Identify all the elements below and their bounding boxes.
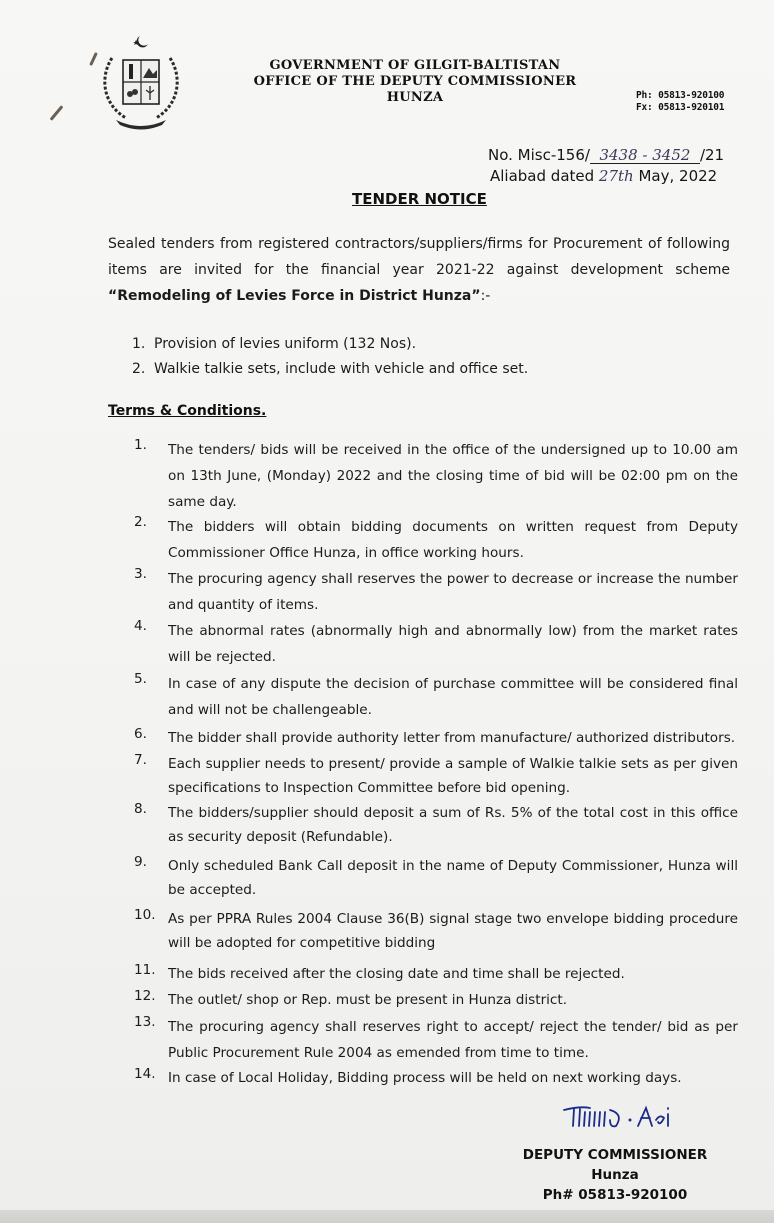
- pen-mark: [50, 105, 64, 121]
- condition-text: The procuring agency shall reserves the power to decrease or increase the number and quantity of items.: [168, 571, 738, 613]
- intro-text: Sealed tenders from registered contractors/suppliers/firms for Procurement of following items are invited for the financial year 2021-22 against development scheme: [108, 236, 730, 278]
- condition-item: [134, 801, 738, 849]
- condition-text: The procuring agency shall reserves right to accept/ reject the tender/ bid as per Public Procurement Rule 2004 as emended from time to time.: [168, 1019, 738, 1061]
- condition-number: 5.: [134, 671, 147, 687]
- office-phone: Ph: 05813-920100: [636, 90, 725, 101]
- condition-text: Only scheduled Bank Call deposit in the name of Deputy Commissioner, Hunza will be accepted.: [168, 858, 738, 898]
- reference-date: [490, 167, 717, 185]
- condition-item: [134, 566, 738, 618]
- condition-text: Each supplier needs to present/ provide a sample of Walkie talkie sets as per given specifications to Inspection Committee before bid opening.: [168, 756, 738, 796]
- condition-item: [134, 437, 738, 515]
- procurement-item: [132, 336, 416, 352]
- handwritten-day: 27th: [598, 167, 634, 185]
- condition-number: 2.: [134, 514, 147, 530]
- signatory-phone: Ph# 05813-920100: [542, 1187, 688, 1203]
- page-bottom-edge: [0, 1210, 774, 1223]
- condition-number: 7.: [134, 752, 147, 768]
- condition-item: [134, 514, 738, 566]
- condition-number: 9.: [134, 854, 147, 870]
- condition-text: The bids received after the closing date and time shall be rejected.: [168, 966, 625, 982]
- condition-item: [134, 726, 738, 750]
- office-fax: Fx: 05813-920101: [636, 102, 725, 113]
- item-number: 1.: [132, 336, 146, 352]
- condition-item: [134, 988, 738, 1012]
- condition-text: The bidders will obtain bidding documents on written request from Deputy Commissioner Office Hunza, in office working hours.: [168, 519, 738, 561]
- reference-number: [488, 146, 724, 164]
- signatory-designation: DEPUTY COMMISSIONER: [522, 1147, 708, 1163]
- condition-text: In case of any dispute the decision of purchase committee will be considered final and will not be challengeable.: [168, 676, 738, 718]
- condition-item: [134, 671, 738, 723]
- condition-number: 6.: [134, 726, 147, 742]
- condition-item: [134, 1066, 738, 1090]
- condition-text: The outlet/ shop or Rep. must be present in Hunza district.: [168, 992, 568, 1008]
- item-text: Walkie talkie sets, include with vehicle and office set.: [154, 361, 529, 377]
- handwritten-signature-icon: [560, 1100, 690, 1132]
- condition-number: 3.: [134, 566, 147, 582]
- condition-item: [134, 962, 738, 986]
- intro-suffix: :-: [480, 288, 491, 304]
- condition-text: The bidders/supplier should deposit a sum of Rs. 5% of the total cost in this office as security deposit (Refundable).: [168, 805, 738, 845]
- handwritten-reference-number: 3438 - 3452: [590, 147, 700, 164]
- letterhead-government: GOVERNMENT OF GILGIT-BALTISTAN: [269, 58, 561, 73]
- condition-number: 8.: [134, 801, 147, 817]
- scheme-name: “Remodeling of Levies Force in District Hunza”: [108, 288, 481, 304]
- date-month-year: May, 2022: [638, 167, 718, 185]
- state-emblem-icon: [96, 32, 186, 132]
- condition-text: In case of Local Holiday, Bidding process will be held on next working days.: [168, 1070, 682, 1086]
- condition-number: 13.: [134, 1014, 156, 1030]
- condition-number: 14.: [134, 1066, 156, 1082]
- page-title: TENDER NOTICE: [352, 190, 487, 208]
- reference-prefix: No. Misc-156/: [488, 146, 590, 164]
- condition-text: The tenders/ bids will be received in the office of the undersigned up to 10.00 am on 13th June, (Monday) 2022 and the closing time of bid will be 02:00 pm on the same day.: [168, 442, 738, 510]
- item-number: 2.: [132, 361, 146, 377]
- condition-number: 4.: [134, 618, 147, 634]
- condition-number: 12.: [134, 988, 156, 1004]
- procurement-item: [132, 361, 528, 377]
- condition-item: [134, 1014, 738, 1066]
- condition-number: 1.: [134, 437, 147, 453]
- condition-text: The bidder shall provide authority letter from manufacture/ authorized distributors.: [168, 730, 736, 746]
- letterhead-office: OFFICE OF THE DEPUTY COMMISSIONER: [253, 74, 577, 89]
- condition-number: 10.: [134, 907, 156, 923]
- signatory-district: Hunza: [591, 1167, 639, 1183]
- condition-item: [134, 907, 738, 955]
- intro-paragraph: [108, 231, 730, 309]
- condition-item: [134, 854, 738, 902]
- condition-text: The abnormal rates (abnormally high and abnormally low) from the market rates will be rejected.: [168, 623, 738, 665]
- condition-number: 11.: [134, 962, 156, 978]
- letterhead-district: HUNZA: [386, 90, 444, 105]
- terms-heading: Terms & Conditions.: [108, 403, 267, 419]
- condition-item: [134, 752, 738, 800]
- item-text: Provision of levies uniform (132 Nos).: [154, 336, 417, 352]
- condition-text: As per PPRA Rules 2004 Clause 36(B) signal stage two envelope bidding procedure will be adopted for competitive bidding: [168, 911, 738, 951]
- reference-suffix: /21: [699, 146, 725, 164]
- date-place: Aliabad dated: [490, 167, 595, 185]
- condition-item: [134, 618, 738, 670]
